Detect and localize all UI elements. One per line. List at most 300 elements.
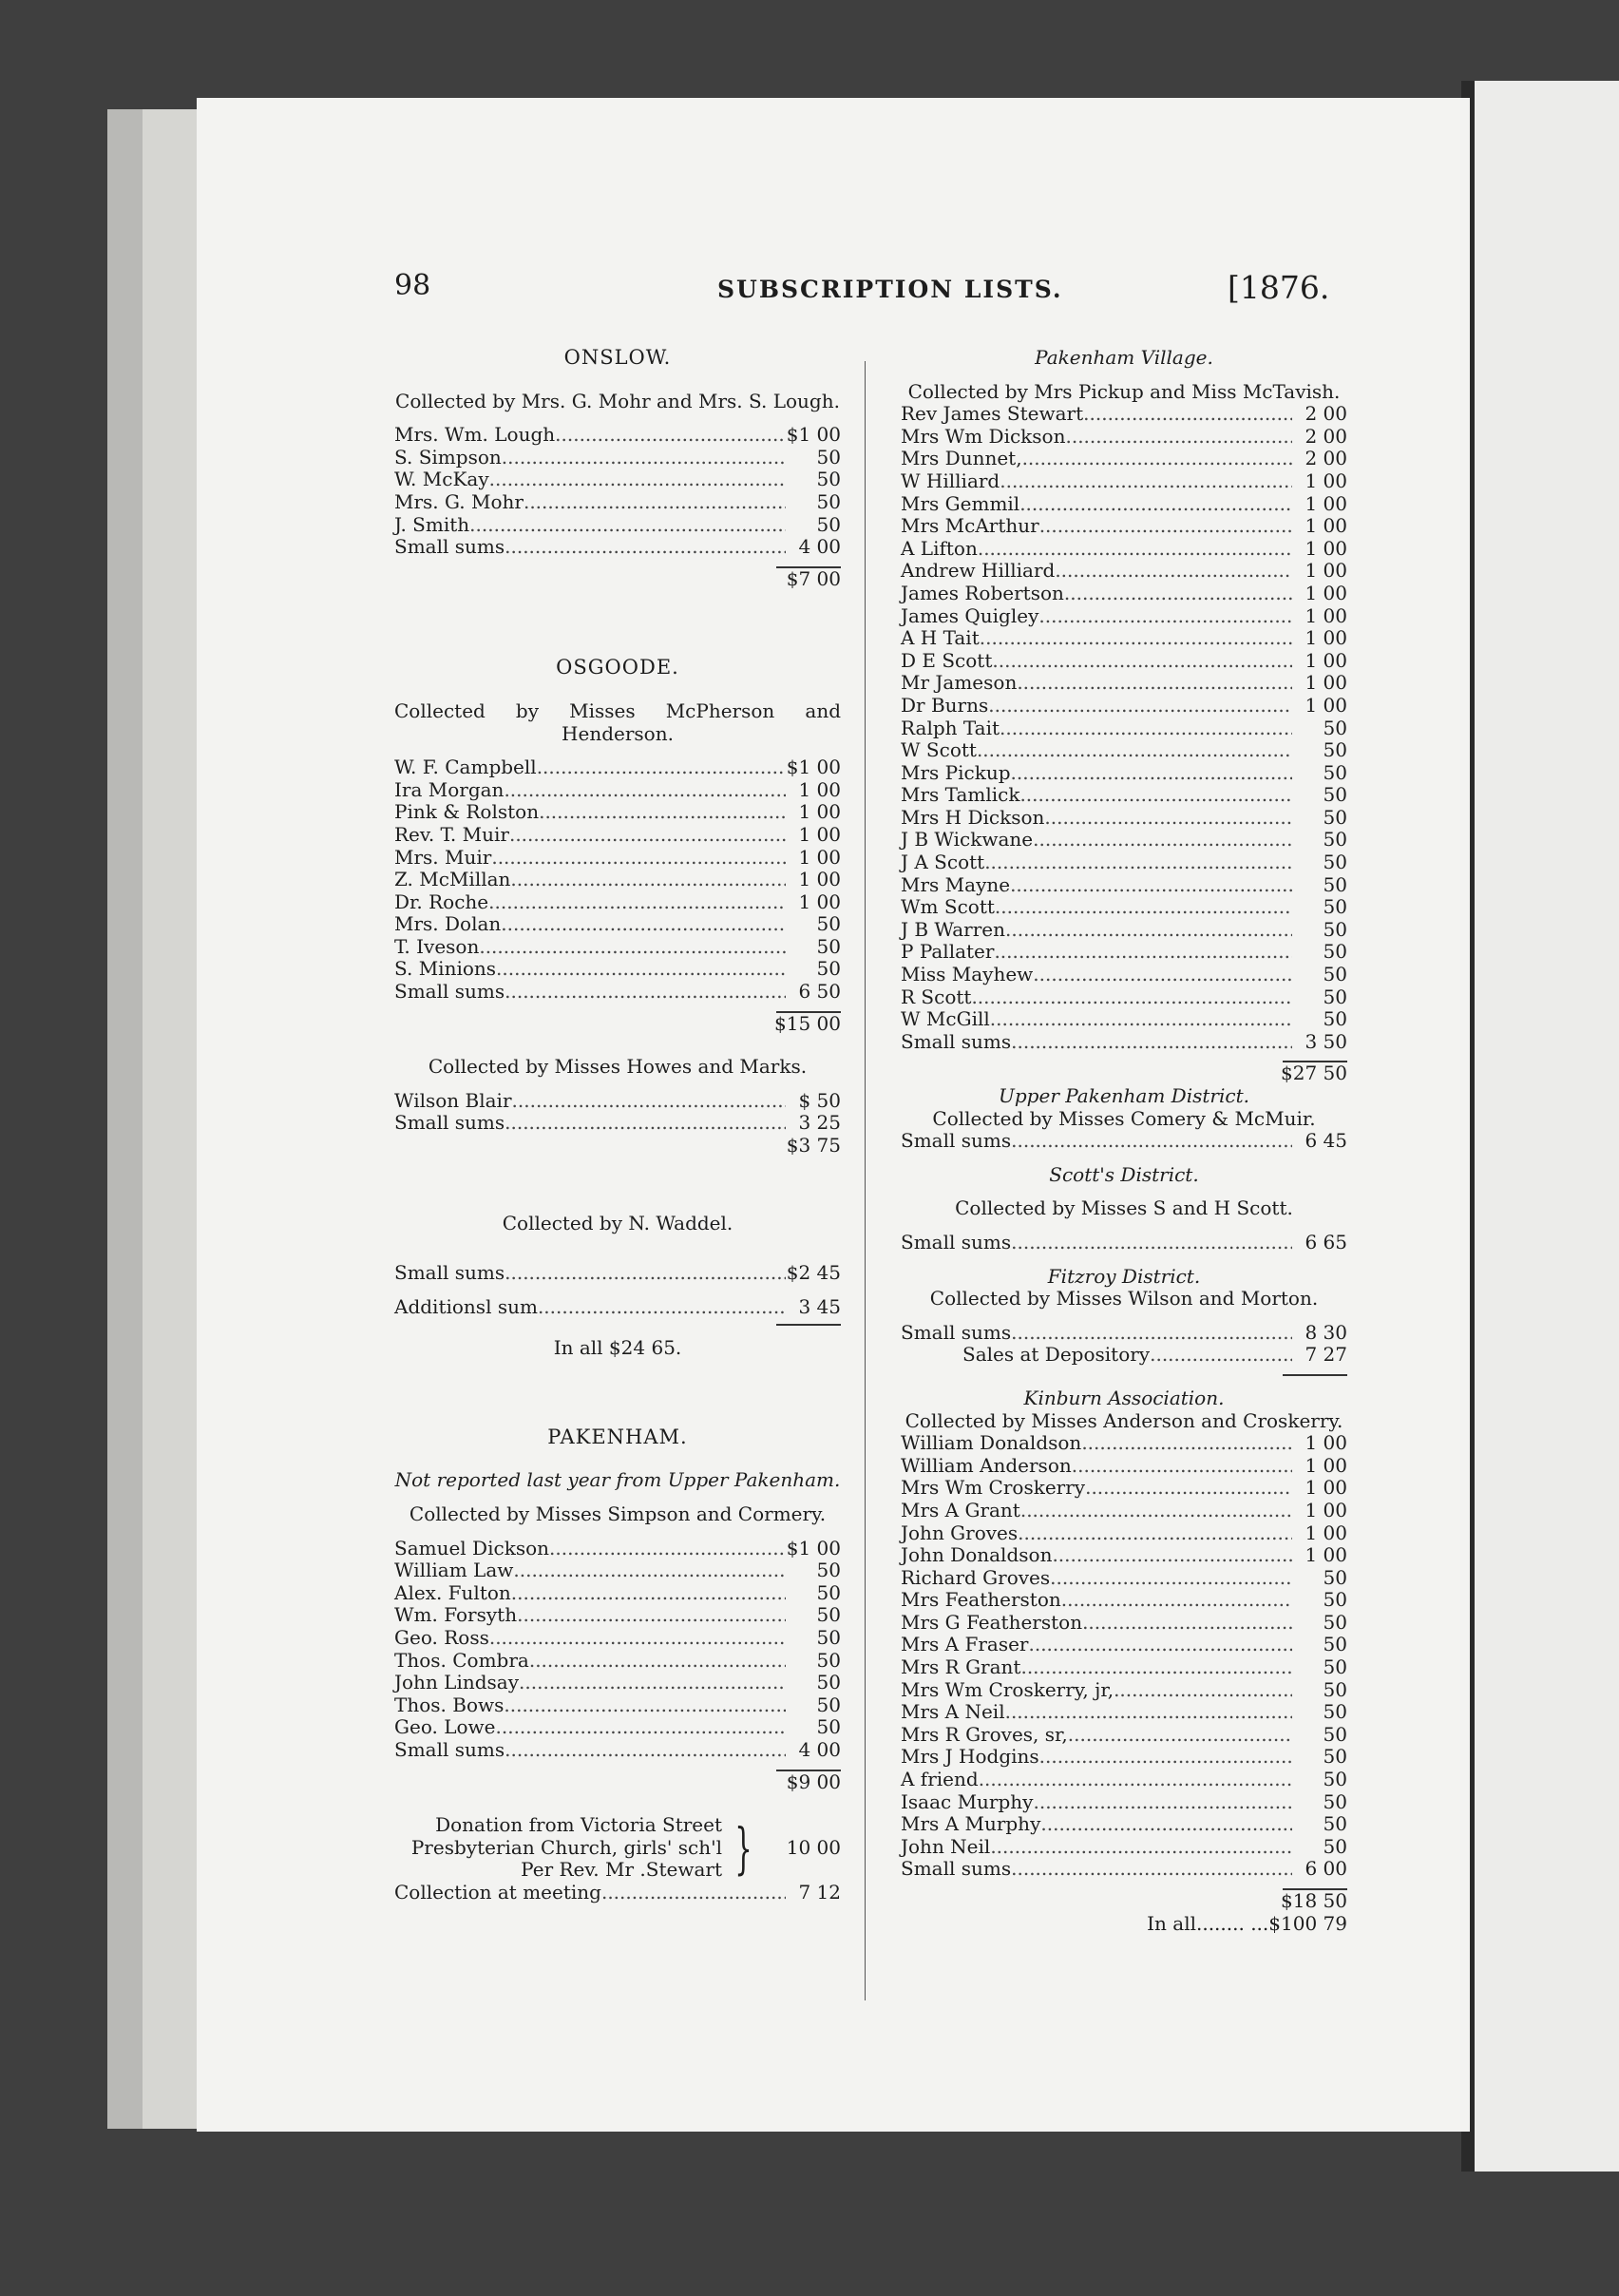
item-amount: 50 — [816, 1603, 841, 1627]
leader-dots — [1019, 493, 1292, 516]
item-amount: $ 50 — [798, 1088, 841, 1112]
leader-dots — [990, 1836, 1292, 1859]
item-name: Mrs A Murphy — [901, 1812, 1041, 1836]
subsection-heading: Kinburn Association. — [1023, 1386, 1225, 1409]
item-amount: 7 27 — [1305, 1343, 1347, 1367]
leader-dots — [479, 936, 786, 959]
item-amount: 50 — [816, 468, 841, 491]
leader-dots — [1085, 1477, 1292, 1500]
list-item — [901, 1858, 1347, 1881]
item-name: Small sums — [394, 980, 505, 1004]
item-amount: 50 — [816, 1580, 841, 1604]
leader-dots — [978, 538, 1292, 561]
section-heading-pakenham: PAKENHAM. — [547, 1425, 688, 1448]
leader-dots — [505, 1112, 786, 1135]
item-amount: 6 50 — [798, 980, 841, 1004]
item-name: Mrs Gemmil — [901, 491, 1020, 515]
leader-dots — [1005, 1701, 1292, 1724]
item-amount: 50 — [1323, 1789, 1347, 1813]
list-item — [901, 1724, 1347, 1747]
list-item — [901, 1455, 1347, 1478]
item-name: W Hilliard — [901, 469, 1000, 492]
list-item — [901, 650, 1347, 673]
item-name: W Scott — [901, 738, 977, 762]
list-item — [901, 718, 1347, 740]
howes-marks-list — [394, 1090, 841, 1135]
list-item — [901, 1544, 1347, 1567]
list-item — [901, 1589, 1347, 1612]
leader-dots — [1033, 829, 1292, 851]
list-item — [901, 1656, 1347, 1679]
item-amount: 50 — [1323, 1834, 1347, 1858]
leader-dots — [1150, 1344, 1292, 1367]
list-item — [394, 981, 841, 1004]
leader-dots: ........ ... — [1195, 1911, 1269, 1935]
item-amount: 1 00 — [1305, 626, 1347, 650]
item-amount: $1 00 — [786, 423, 841, 447]
item-name: Mrs Dunnet, — [901, 447, 1022, 470]
leader-dots — [1011, 1232, 1292, 1254]
item-amount: 50 — [1323, 1633, 1347, 1656]
leader-dots — [1011, 762, 1292, 785]
item-amount: 6 65 — [1305, 1230, 1347, 1253]
item-amount: 3 25 — [798, 1111, 841, 1135]
item-amount: 1 00 — [798, 777, 841, 801]
leader-dots — [601, 1882, 786, 1904]
subsection-heading: Scott's District. — [1049, 1162, 1199, 1186]
collector-line: Collected by N. Waddel. — [502, 1211, 733, 1234]
item-name: Sales at Depository — [962, 1343, 1151, 1367]
leader-dots — [555, 424, 786, 447]
item-amount: 1 00 — [1305, 671, 1347, 695]
collector-line: Collected by Misses Wilson and Morton. — [929, 1287, 1319, 1311]
item-amount: 6 45 — [1305, 1129, 1347, 1153]
leader-dots — [504, 779, 786, 802]
item-amount: 2 00 — [1305, 447, 1347, 470]
donation-line: Presbyterian Church, girls' sch'l — [410, 1835, 722, 1859]
leader-dots — [1039, 515, 1292, 538]
list-item — [394, 1112, 841, 1135]
list-item — [394, 913, 841, 936]
item-amount: 50 — [1323, 985, 1347, 1008]
leader-dots — [549, 1538, 786, 1560]
item-amount: $1 00 — [786, 756, 841, 779]
kinburn-list — [901, 1432, 1347, 1881]
item-amount: 4 00 — [798, 1737, 841, 1761]
list-item — [394, 1604, 841, 1627]
section-total: $9 00 — [786, 1770, 841, 1793]
item-amount: 1 00 — [798, 890, 841, 913]
list-item — [394, 1627, 841, 1650]
item-name: T. Iveson — [394, 934, 480, 958]
left-column — [394, 347, 841, 1904]
leader-dots — [1039, 1746, 1292, 1769]
item-name: Miss Mayhew — [901, 963, 1034, 986]
leader-dots — [489, 469, 786, 491]
item-amount: 50 — [816, 512, 841, 536]
item-name: Geo. Ross — [394, 1625, 489, 1649]
collector-line: Collected by Mrs. G. Mohr and Mrs. S. Lough. — [395, 389, 840, 412]
item-amount: 1 00 — [798, 845, 841, 869]
item-amount: 50 — [1323, 1768, 1347, 1791]
leader-dots — [1064, 583, 1292, 605]
list-item — [394, 1650, 841, 1673]
leader-dots — [992, 650, 1292, 673]
item-name: J. Smith — [394, 512, 470, 536]
leader-dots — [1081, 1432, 1292, 1455]
list-item — [901, 515, 1347, 538]
onslow-list — [394, 424, 841, 559]
column-divider — [865, 361, 866, 2000]
leader-dots — [519, 1672, 786, 1694]
item-name: Small sums — [901, 1857, 1012, 1881]
item-name: Mrs. Muir — [394, 845, 492, 869]
list-item — [394, 1739, 841, 1762]
list-item — [901, 1612, 1347, 1635]
leader-dots — [513, 1559, 786, 1582]
item-amount: 50 — [1323, 1722, 1347, 1746]
item-amount: 50 — [1323, 783, 1347, 807]
item-name: William Law — [394, 1559, 514, 1582]
item-name: James Robertson — [901, 581, 1064, 604]
item-amount: 50 — [1323, 1007, 1347, 1031]
item-amount: $1 00 — [786, 1536, 841, 1559]
list-item — [901, 1746, 1347, 1769]
item-amount: 50 — [816, 489, 841, 513]
item-name: Isaac Murphy — [901, 1789, 1034, 1813]
fitzroy-list — [901, 1322, 1347, 1345]
list-item — [901, 964, 1347, 986]
item-name: Small sums — [394, 1111, 505, 1135]
list-item — [901, 1567, 1347, 1590]
item-amount: 1 00 — [1305, 514, 1347, 538]
item-amount: 3 50 — [1305, 1029, 1347, 1053]
item-amount: 50 — [1323, 1700, 1347, 1724]
list-item — [901, 896, 1347, 919]
list-item — [901, 1769, 1347, 1791]
collector-line: Collected by Misses McPherson and Henderson. — [394, 698, 841, 745]
list-item — [901, 672, 1347, 695]
leader-dots — [979, 1769, 1292, 1791]
item-name: Small sums — [394, 535, 505, 559]
item-name: W. McKay — [394, 468, 489, 491]
leader-dots — [1061, 1589, 1292, 1612]
item-amount: $2 45 — [786, 1261, 841, 1285]
item-amount: 1 00 — [1305, 536, 1347, 560]
item-name: Pink & Rolston — [394, 800, 540, 824]
section-note: Not reported last year from Upper Pakenham. — [394, 1468, 841, 1492]
list-item — [394, 1538, 841, 1560]
list-item — [394, 1090, 841, 1113]
item-name: Small sums — [901, 1029, 1012, 1053]
leader-dots — [505, 981, 786, 1004]
leader-dots — [1052, 1544, 1292, 1567]
leader-dots — [512, 1090, 786, 1113]
item-amount: 50 — [816, 1648, 841, 1672]
list-item — [394, 1255, 841, 1290]
list-item — [394, 869, 841, 891]
leader-dots — [971, 986, 1292, 1009]
item-name: Mrs Tamlick — [901, 783, 1020, 807]
in-all-label: In all — [1147, 1911, 1196, 1935]
year-marker: [1876. — [1228, 269, 1330, 306]
item-name: Wilson Blair — [394, 1088, 512, 1112]
grand-total — [901, 1913, 1347, 1936]
in-all-amount: $100 79 — [1268, 1911, 1347, 1935]
item-name: Mrs. Dolan — [394, 912, 502, 936]
item-name: Rev James Stewart — [901, 402, 1084, 426]
item-name: James Quigley — [901, 603, 1039, 627]
leader-dots — [1011, 1130, 1292, 1153]
item-name: Mrs Mayne — [901, 872, 1011, 896]
item-name: J B Warren — [901, 917, 1006, 941]
leader-dots — [1028, 1634, 1292, 1656]
leader-dots — [496, 1716, 787, 1739]
list-item — [901, 695, 1347, 718]
list-item — [901, 1232, 1347, 1254]
list-item — [901, 1432, 1347, 1455]
item-amount: 50 — [1323, 895, 1347, 919]
item-name: William Donaldson — [901, 1431, 1082, 1455]
list-item — [901, 762, 1347, 785]
list-item — [901, 1836, 1347, 1859]
list-item — [394, 1559, 841, 1582]
item-amount: 1 00 — [1305, 1543, 1347, 1567]
item-name: Additionsl sum — [394, 1295, 538, 1319]
leader-dots — [1072, 1455, 1292, 1478]
item-amount: 1 00 — [1305, 1476, 1347, 1500]
upper-list — [901, 1130, 1347, 1153]
item-amount: 1 00 — [798, 868, 841, 891]
donation-entry — [394, 1814, 841, 1882]
list-item — [394, 491, 841, 514]
item-name: Z. McMillan — [394, 868, 511, 891]
leader-dots — [1038, 605, 1292, 628]
list-item — [901, 1130, 1347, 1153]
item-amount: 50 — [1323, 1812, 1347, 1836]
leader-dots — [1019, 784, 1292, 807]
leader-dots — [1022, 448, 1292, 470]
item-name: Wm. Forsyth — [394, 1603, 518, 1627]
item-amount: 50 — [1323, 917, 1347, 941]
item-amount: 50 — [816, 1559, 841, 1582]
item-amount: 50 — [1323, 872, 1347, 896]
book-gutter — [143, 109, 200, 2129]
leader-dots — [517, 1604, 786, 1627]
leader-dots — [1018, 1522, 1292, 1545]
leader-dots — [489, 1627, 786, 1650]
item-amount: 50 — [816, 1693, 841, 1716]
item-amount: 1 00 — [1305, 1498, 1347, 1521]
donation-line: Donation from Victoria Street — [435, 1813, 722, 1837]
page-number: 98 — [394, 269, 431, 302]
list-item — [901, 807, 1347, 830]
item-name: Mr Jameson — [901, 671, 1018, 695]
list-item — [394, 891, 841, 914]
item-name: Mrs Wm Dickson — [901, 424, 1066, 448]
leader-dots — [505, 1739, 786, 1762]
leader-dots — [1114, 1679, 1292, 1702]
list-item — [901, 470, 1347, 493]
item-amount: 2 00 — [1305, 424, 1347, 448]
item-name: W. F. Campbell — [394, 756, 537, 779]
leader-dots — [1055, 560, 1292, 583]
list-item — [901, 829, 1347, 851]
item-name: Small sums — [901, 1230, 1012, 1253]
leader-dots — [994, 941, 1292, 964]
list-item — [901, 1008, 1347, 1031]
list-item — [394, 756, 841, 779]
leader-dots — [1050, 1567, 1292, 1590]
donation-text — [394, 1814, 722, 1882]
item-name: A H Tait — [901, 626, 980, 650]
item-name: A friend — [901, 1768, 979, 1791]
item-name: John Lindsay — [394, 1671, 520, 1694]
list-item — [394, 424, 841, 447]
item-name: Richard Groves — [901, 1565, 1051, 1589]
leader-dots — [502, 447, 786, 469]
section-total: $15 00 — [774, 1011, 841, 1035]
item-name: Dr. Roche — [394, 890, 489, 913]
list-item — [901, 851, 1347, 874]
section-heading-onslow: ONSLOW. — [563, 346, 672, 369]
list-item — [394, 801, 841, 824]
collector-line: Collected by Misses Comery & McMuir. — [932, 1106, 1316, 1130]
list-item — [394, 824, 841, 847]
item-name: Mrs McArthur — [901, 514, 1039, 538]
item-amount: 1 00 — [1305, 603, 1347, 627]
list-item — [901, 739, 1347, 762]
leader-dots — [1017, 672, 1292, 695]
list-item — [901, 1322, 1347, 1345]
item-amount: 50 — [1323, 1610, 1347, 1634]
leader-dots — [496, 958, 786, 981]
leader-dots — [1011, 1031, 1292, 1054]
collector-line: Collected by Mrs Pickup and Miss McTavish. — [907, 379, 1341, 403]
item-amount: 50 — [816, 445, 841, 469]
item-amount: 1 00 — [1305, 469, 1347, 492]
item-name: Mrs J Hodgins — [901, 1745, 1039, 1769]
item-amount: 1 00 — [1305, 581, 1347, 604]
list-item — [394, 1582, 841, 1605]
item-amount: 50 — [1323, 1655, 1347, 1679]
item-name: Geo. Lowe — [394, 1715, 496, 1739]
list-item — [901, 919, 1347, 942]
leader-dots — [538, 1290, 786, 1324]
collector-line: Collected by Misses S and H Scott. — [955, 1196, 1293, 1220]
list-item — [901, 1679, 1347, 1702]
item-name: D E Scott — [901, 648, 993, 672]
item-name: Mrs H Dickson — [901, 805, 1045, 829]
item-name: Samuel Dickson — [394, 1536, 549, 1559]
leader-dots — [984, 851, 1292, 874]
item-name: Small sums — [394, 1737, 505, 1761]
item-name: Mrs. G. Mohr — [394, 489, 524, 513]
leader-dots — [511, 1582, 786, 1605]
item-amount: 50 — [1323, 760, 1347, 784]
item-amount: 50 — [816, 934, 841, 958]
list-item — [394, 1882, 841, 1904]
leader-dots — [539, 801, 786, 824]
list-item — [901, 1522, 1347, 1545]
list-item — [394, 1716, 841, 1739]
item-name: Mrs A Fraser — [901, 1633, 1029, 1656]
facing-page — [1475, 81, 1619, 2172]
item-name: Alex. Fulton — [394, 1580, 511, 1604]
item-amount: 50 — [1323, 716, 1347, 739]
list-item — [901, 1031, 1347, 1054]
section-total: $7 00 — [786, 566, 841, 590]
list-item — [901, 1500, 1347, 1522]
collector-line: Collected by Misses Simpson and Cormery. — [409, 1502, 827, 1525]
item-name: Ira Morgan — [394, 777, 505, 801]
list-item — [394, 469, 841, 491]
item-name: Collection at meeting — [394, 1880, 601, 1904]
item-name: Small sums — [394, 1261, 505, 1285]
item-amount: 1 00 — [1305, 1453, 1347, 1477]
collector-line: Collected by Misses Anderson and Croskerry. — [905, 1408, 1343, 1432]
item-name: John Groves — [901, 1521, 1019, 1544]
leader-dots — [1083, 403, 1292, 426]
item-name: Andrew Hilliard — [901, 559, 1056, 583]
item-name: Small sums — [901, 1320, 1012, 1344]
item-amount: 1 00 — [1305, 559, 1347, 583]
item-name: Mrs R Groves, sr, — [901, 1722, 1068, 1746]
list-item — [901, 448, 1347, 470]
item-name: John Donaldson — [901, 1543, 1053, 1567]
list-item — [394, 536, 841, 559]
subsection-heading: Fitzroy District. — [1047, 1264, 1201, 1288]
leader-dots — [1082, 1612, 1292, 1635]
item-name: Mrs Wm Croskerry — [901, 1476, 1086, 1500]
leader-dots — [1040, 1813, 1292, 1836]
item-name: Thos. Combra — [394, 1648, 529, 1672]
pakenham-list — [394, 1538, 841, 1762]
item-name: A Lifton — [901, 536, 978, 560]
item-amount: 3 45 — [798, 1295, 841, 1319]
item-name: Mrs R Grant — [901, 1655, 1021, 1679]
list-item — [394, 514, 841, 537]
list-item — [394, 1672, 841, 1694]
list-item — [901, 605, 1347, 628]
list-item — [394, 847, 841, 870]
leader-dots — [1000, 470, 1292, 493]
leader-dots — [995, 896, 1292, 919]
list-item — [901, 426, 1347, 449]
leader-dots — [1065, 426, 1292, 449]
item-name: Mrs A Neil — [901, 1700, 1005, 1724]
leader-dots — [509, 824, 786, 847]
list-item — [901, 874, 1347, 897]
leader-dots — [510, 869, 786, 891]
list-item — [901, 1477, 1347, 1500]
item-amount: 50 — [816, 912, 841, 936]
list-item — [901, 1634, 1347, 1656]
subsection-heading: Upper Pakenham District. — [999, 1084, 1249, 1107]
list-item — [901, 538, 1347, 561]
in-all-total: In all $24 65. — [553, 1336, 682, 1360]
leader-dots — [1010, 874, 1292, 897]
item-amount: 50 — [1323, 1745, 1347, 1769]
item-amount: 1 00 — [1305, 693, 1347, 717]
list-item — [901, 627, 1347, 650]
leader-dots — [1020, 1656, 1292, 1679]
item-amount: 50 — [1323, 805, 1347, 829]
list-item — [901, 941, 1347, 964]
donation-line: Per Rev. Mr .Stewart — [521, 1858, 722, 1882]
leader-dots — [1033, 964, 1292, 986]
leader-dots — [501, 913, 786, 936]
